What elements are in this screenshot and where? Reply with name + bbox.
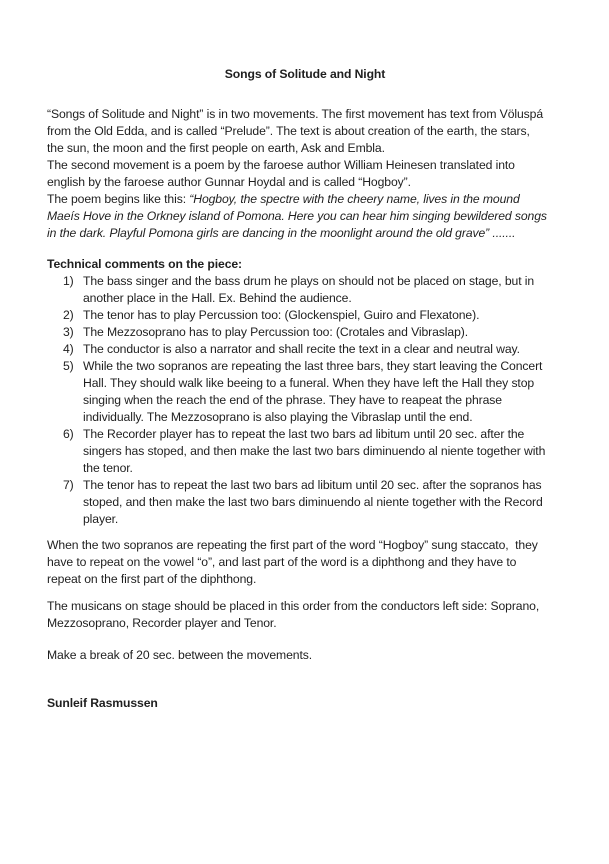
poem-quote-line: Maeís Hove in the Orkney island of Pomona. Here you can hear him singing bewildered songs [47,209,547,223]
item-text [83,358,563,426]
technical-item-6 [47,426,563,477]
stage-order-paragraph [47,598,563,632]
item-text [83,477,563,528]
item-line: While the two sopranos are repeating the last three bars, they start leaving the Concert [83,359,543,373]
item-line: The Recorder player has to repeat the last two bars ad libitum until 20 sec. after the [83,427,525,441]
poem-quote-line: in the dark. Playful Pomona girls are dancing in the moonlight around the old grave” ....... [47,226,516,240]
poem-quote: “Hogboy, the spectre with the cheery name, lives in the mound [189,192,520,206]
document-title: Songs of Solitude and Night [224,67,386,81]
item-number: 4) [63,342,74,356]
item-text [83,341,563,358]
intro-line: english by the faroese author Gunnar Hoydal and is called “Hogboy”. [47,175,411,189]
paragraph-line: Make a break of 20 sec. between the movements. [47,648,313,662]
item-number: 5) [63,359,74,373]
item-line: The conductor is also a narrator and shall recite the text in a clear and neutral way. [83,342,520,356]
item-number: 7) [63,478,74,492]
paragraph-line: The musicans on stage should be placed in this order from the conductors left side: Soprano, [47,599,540,613]
technical-item-1 [47,273,563,307]
item-text [83,307,563,324]
intro-line: the sun, the moon and the first people on earth, Ask and Embla. [47,141,385,155]
item-number: 3) [63,325,74,339]
technical-list [47,273,563,528]
intro-line: “Songs of Solitude and Night” is in two movements. The first movement has text from Völuspá [47,107,544,121]
item-line: The tenor has to repeat the last two bars ad libitum until 20 sec. after the sopranos has [83,478,542,492]
intro-paragraph [47,106,563,242]
item-number: 1) [63,274,74,288]
intro-line-poem-start [47,191,563,208]
item-number: 6) [63,427,74,441]
paragraph-line: When the two sopranos are repeating the first part of the word “Hogboy” sung staccato, they [47,538,538,552]
item-text [83,426,563,477]
technical-item-7 [47,477,563,528]
item-line: stoped, and then make the last two bars diminuendo al niente together with the Record [83,495,543,509]
intro-line: from the Old Edda, and is called “Prelude”. The text is about creation of the earth, the stars, [47,124,530,138]
signature: Sunleif Rasmussen [47,696,158,710]
item-line: The Mezzosoprano has to play Percussion too: (Crotales and Vibraslap). [83,325,469,339]
break-paragraph [47,647,563,664]
item-line: the tenor. [83,461,133,475]
paragraph-line: repeat on the first part of the diphthong. [47,572,257,586]
item-line: The tenor has to play Percussion too: (Glockenspiel, Guiro and Flexatone). [83,308,480,322]
item-line: another place in the Hall. Ex. Behind the audience. [83,291,352,305]
item-line: The bass singer and the bass drum he plays on should not be placed on stage, but in [83,274,535,288]
paragraph-line: have to repeat on the vowel “o”, and last part of the word is a diphthong and they have to [47,555,517,569]
sopranos-repeat-paragraph [47,537,563,588]
intro-line: The second movement is a poem by the faroese author William Heinesen translated into [47,158,515,172]
item-line: player. [83,512,119,526]
item-line: singing when the reach the end of the phrase. They have to reapeat the phrase [83,393,502,407]
item-line: singers has stoped, and then make the last two bars diminuendo al niente together with [83,444,546,458]
item-line: individually. The Mezzosoprano is also playing the Vibraslap until the end. [83,410,473,424]
item-text [83,273,563,307]
technical-item-4 [47,341,563,358]
technical-item-3 [47,324,563,341]
item-number: 2) [63,308,74,322]
item-text [83,324,563,341]
technical-heading: Technical comments on the piece: [47,257,243,271]
paragraph-line: Mezzosoprano, Recorder player and Tenor. [47,616,277,630]
item-line: Hall. They should walk like beeing to a funeral. When they have left the Hall they stop [83,376,535,390]
poem-lead-in: The poem begins like this: [47,192,190,206]
technical-item-2 [47,307,563,324]
technical-item-5 [47,358,563,426]
